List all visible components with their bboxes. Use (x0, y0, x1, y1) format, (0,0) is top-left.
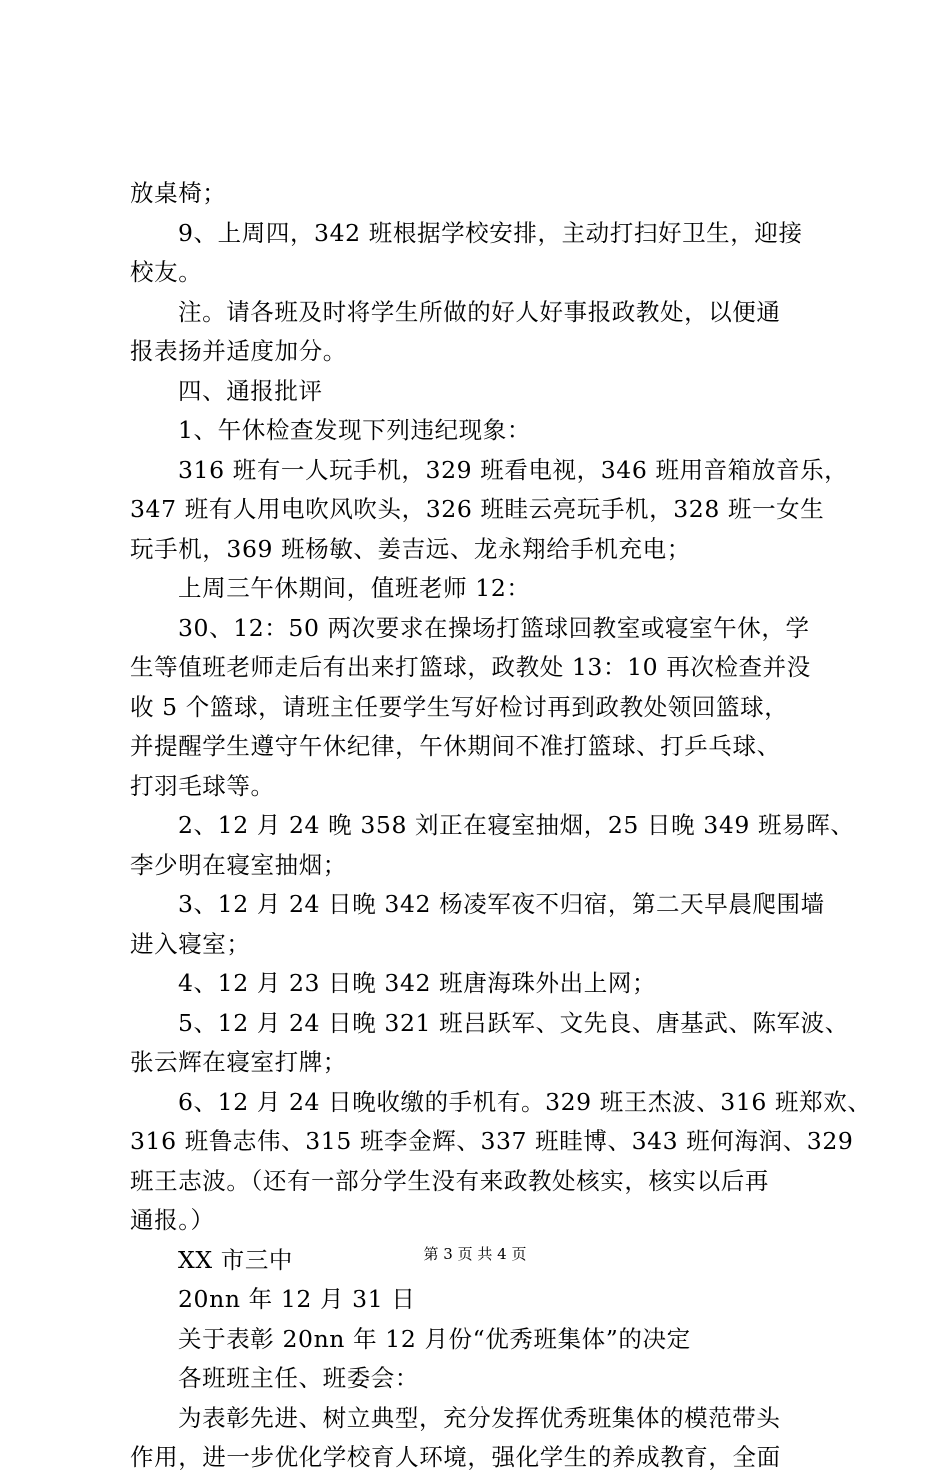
text-line: 李少明在寝室抽烟； (130, 850, 347, 879)
text-line: 四、通报批评 (178, 376, 323, 405)
text-line: 1、午休检查发现下列违纪现象： (178, 416, 531, 444)
text-line: 放桌椅； (130, 179, 227, 207)
text-line: 注。请各班及时将学生所做的好人好事报政教处，以便通 (178, 297, 781, 326)
text-line: 5、12 月 24 日晚 321 班吕跃军、文先良、唐基武、陈军波、 (178, 1008, 849, 1037)
text-line: 生等值班老师走后有出来打篮球，政教处 13：10 再次检查并没 (130, 653, 811, 681)
text-line: 316 班有一人玩手机，329 班看电视，346 班用音箱放音乐， (178, 455, 849, 484)
text-line: XX 市三中 (178, 1245, 294, 1274)
text-line: 6、12 月 24 日晚收缴的手机有。329 班王杰波、316 班郑欢、 (178, 1087, 872, 1116)
text-line: 316 班鲁志伟、315 班李金辉、337 班眭博、343 班何海润、329 (130, 1127, 854, 1155)
text-line: 9、上周四，342 班根据学校安排，主动打扫好卫生，迎接 (178, 218, 803, 247)
text-line: 2、12 月 24 晚 358 刘正在寝室抽烟，25 日晚 349 班易晖、 (178, 811, 855, 839)
page-footer: 第 3 页 共 4 页 (423, 1245, 527, 1263)
text-line: 30、12：50 两次要求在操场打篮球回教室或寝室午休，学 (178, 613, 810, 642)
document-body (130, 174, 872, 1478)
text-line: 上周三午休期间，值班老师 12： (178, 574, 531, 602)
text-line: 各班班主任、班委会： (178, 1364, 419, 1392)
text-line: 并提醒学生遵守午休纪律，午休期间不准打篮球、打乒乓球、 (130, 732, 781, 760)
text-line: 20nn 年 12 月 31 日 (178, 1285, 416, 1313)
text-line: 玩手机，369 班杨敏、姜吉远、龙永翔给手机充电； (130, 534, 691, 563)
text-line: 347 班有人用电吹风吹头，326 班眭云亮玩手机，328 班一女生 (130, 495, 825, 523)
text-line: 班王志波。（还有一部分学生没有来政教处核实，核实以后再 (130, 1166, 769, 1195)
text-line: 3、12 月 24 日晚 342 杨凌军夜不归宿，第二天早晨爬围墙 (178, 890, 825, 918)
text-line: 4、12 月 23 日晚 342 班唐海珠外出上网； (178, 969, 657, 997)
text-line: 关于表彰 20nn 年 12 月份“优秀班集体”的决定 (178, 1324, 691, 1353)
text-line: 校友。 (130, 258, 203, 286)
text-line: 通报。） (130, 1206, 215, 1234)
text-line: 为表彰先进、树立典型，充分发挥优秀班集体的模范带头 (178, 1403, 781, 1432)
text-line: 进入寝室； (130, 929, 251, 958)
text-line: 作用，进一步优化学校育人环境，强化学生的养成教育，全面 (130, 1443, 781, 1471)
text-line: 报表扬并适度加分。 (130, 337, 347, 365)
text-line: 收 5 个篮球，请班主任要学生写好检讨再到政教处领回篮球， (130, 692, 789, 721)
text-line: 张云辉在寝室打牌； (130, 1048, 347, 1076)
text-line: 打羽毛球等。 (130, 771, 275, 800)
